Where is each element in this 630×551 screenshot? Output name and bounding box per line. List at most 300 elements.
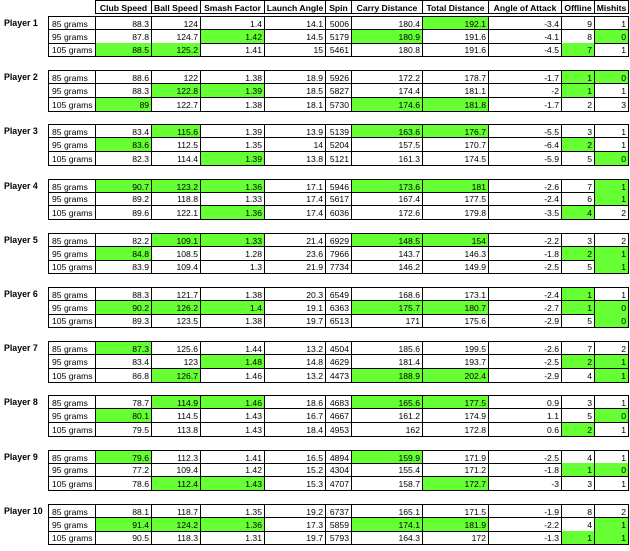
table-cell: 122.8 — [151, 84, 201, 98]
table-cell: 2 — [561, 247, 595, 261]
table-cell: 180.7 — [422, 301, 489, 315]
table-cell: 1 — [594, 450, 629, 464]
table-cell: 1 — [594, 260, 629, 274]
table-cell: 185.6 — [351, 341, 423, 355]
table-cell: 118.7 — [151, 504, 201, 518]
column-header-total-distance: Total Distance — [422, 0, 489, 14]
table-cell: 7 — [561, 341, 595, 355]
table-cell: -2.9 — [488, 314, 562, 328]
row-weight-label: 105 grams — [48, 43, 96, 57]
table-cell: 1.43 — [200, 477, 265, 491]
table-cell: 6929 — [325, 233, 352, 247]
table-cell: 0 — [594, 70, 629, 84]
table-cell: 18.4 — [264, 423, 326, 437]
table-cell: 1.38 — [200, 314, 265, 328]
table-cell: 123.5 — [151, 314, 201, 328]
table-cell: 191.6 — [422, 43, 489, 57]
table-row — [0, 16, 630, 30]
table-cell: -3 — [488, 477, 562, 491]
table-cell: 148.5 — [351, 233, 423, 247]
row-weight-label: 105 grams — [48, 477, 96, 491]
row-weight-label: 85 grams — [48, 287, 96, 301]
table-cell: 89.3 — [95, 314, 152, 328]
table-cell: 162 — [351, 423, 423, 437]
row-weight-label: 95 grams — [48, 192, 96, 206]
table-cell: -2.4 — [488, 287, 562, 301]
table-cell: 188.9 — [351, 369, 423, 383]
row-weight-label: 95 grams — [48, 355, 96, 369]
table-cell: 155.4 — [351, 463, 423, 477]
table-cell: 2 — [561, 355, 595, 369]
table-cell: -1.3 — [488, 531, 562, 545]
table-cell: 161.3 — [351, 152, 423, 166]
table-cell: 15 — [264, 43, 326, 57]
table-cell: 193.7 — [422, 355, 489, 369]
table-cell: -2.9 — [488, 369, 562, 383]
table-cell: 178.7 — [422, 70, 489, 84]
table-cell: 83.9 — [95, 260, 152, 274]
table-cell: 122 — [151, 70, 201, 84]
table-cell: 23.6 — [264, 247, 326, 261]
table-cell: 88.5 — [95, 43, 152, 57]
table-cell: 91.4 — [95, 518, 152, 532]
row-weight-label: 105 grams — [48, 206, 96, 220]
table-cell: 171 — [351, 314, 423, 328]
table-row — [0, 138, 630, 152]
table-row — [0, 233, 630, 247]
table-cell: 1 — [594, 84, 629, 98]
table-cell: 1 — [561, 531, 595, 545]
table-row — [0, 409, 630, 423]
table-cell: 5730 — [325, 98, 352, 112]
table-cell: 181 — [422, 179, 489, 193]
table-row — [0, 206, 630, 220]
table-cell: 1.42 — [200, 30, 265, 44]
table-cell: 4 — [561, 518, 595, 532]
player-name: Player 2 — [4, 72, 38, 83]
row-weight-label: 105 grams — [48, 369, 96, 383]
table-cell: 17.4 — [264, 206, 326, 220]
table-cell: 13.9 — [264, 124, 326, 138]
table-cell: 173.6 — [351, 179, 423, 193]
player-name: Player 4 — [4, 180, 38, 191]
table-cell: 5006 — [325, 16, 352, 30]
row-weight-label: 95 grams — [48, 518, 96, 532]
table-cell: 4894 — [325, 450, 352, 464]
row-weight-label: 95 grams — [48, 84, 96, 98]
table-row — [0, 531, 630, 545]
table-cell: 19.7 — [264, 314, 326, 328]
column-header-launch-angle: Launch Angle — [264, 0, 326, 14]
table-cell: 17.1 — [264, 179, 326, 193]
table-cell: 15.3 — [264, 477, 326, 491]
row-weight-label: 95 grams — [48, 301, 96, 315]
table-cell: 1 — [594, 423, 629, 437]
table-cell: 83.4 — [95, 124, 152, 138]
table-cell: 1.36 — [200, 179, 265, 193]
table-cell: 82.3 — [95, 152, 152, 166]
table-cell: 1 — [594, 477, 629, 491]
table-cell: 172.6 — [351, 206, 423, 220]
table-cell: 3 — [561, 395, 595, 409]
table-row — [0, 369, 630, 383]
table-cell: 0 — [594, 152, 629, 166]
player-name: Player 7 — [4, 343, 38, 354]
table-cell: 124.7 — [151, 30, 201, 44]
column-header-club-speed: Club Speed — [95, 0, 152, 14]
table-cell: 4953 — [325, 423, 352, 437]
table-cell: 125.2 — [151, 43, 201, 57]
table-cell: 1 — [594, 124, 629, 138]
table-cell: 165.1 — [351, 504, 423, 518]
table-cell: 21.4 — [264, 233, 326, 247]
table-cell: 19.7 — [264, 531, 326, 545]
table-cell: 202.4 — [422, 369, 489, 383]
row-weight-label: 105 grams — [48, 531, 96, 545]
table-row — [0, 355, 630, 369]
table-cell: 4667 — [325, 409, 352, 423]
table-cell: 6513 — [325, 314, 352, 328]
table-cell: 1 — [594, 179, 629, 193]
table-cell: 2 — [594, 206, 629, 220]
table-cell: 1.35 — [200, 138, 265, 152]
table-cell: 157.5 — [351, 138, 423, 152]
table-cell: 1 — [594, 355, 629, 369]
table-cell: 5461 — [325, 43, 352, 57]
table-cell: 199.5 — [422, 341, 489, 355]
table-cell: -1.7 — [488, 98, 562, 112]
table-cell: 172.2 — [351, 70, 423, 84]
table-cell: 181.9 — [422, 518, 489, 532]
table-cell: 0 — [594, 463, 629, 477]
table-cell: 2 — [594, 504, 629, 518]
table-cell: -4.1 — [488, 30, 562, 44]
table-cell: -5.5 — [488, 124, 562, 138]
table-cell: 4504 — [325, 341, 352, 355]
table-cell: 8 — [561, 30, 595, 44]
table-cell: 18.5 — [264, 84, 326, 98]
table-cell: 1 — [594, 518, 629, 532]
table-cell: -1.8 — [488, 247, 562, 261]
table-cell: 1.38 — [200, 70, 265, 84]
table-row — [0, 450, 630, 464]
player-name: Player 6 — [4, 289, 38, 299]
table-cell: 79.5 — [95, 423, 152, 437]
table-cell: 114.9 — [151, 395, 201, 409]
table-cell: 19.2 — [264, 504, 326, 518]
table-cell: 115.6 — [151, 124, 201, 138]
table-cell: 8 — [561, 504, 595, 518]
table-cell: 5 — [561, 409, 595, 423]
table-cell: 112.4 — [151, 477, 201, 491]
table-cell: 1.36 — [200, 518, 265, 532]
table-cell: -2.5 — [488, 355, 562, 369]
table-cell: 0.6 — [488, 423, 562, 437]
table-cell: 0 — [594, 314, 629, 328]
table-cell: 159.9 — [351, 450, 423, 464]
table-cell: 174.6 — [351, 98, 423, 112]
table-cell: 1 — [561, 287, 595, 301]
row-weight-label: 105 grams — [48, 152, 96, 166]
table-cell: 1.39 — [200, 124, 265, 138]
row-weight-label: 85 grams — [48, 504, 96, 518]
table-cell: 4 — [561, 206, 595, 220]
table-cell: 177.5 — [422, 395, 489, 409]
table-cell: 5617 — [325, 192, 352, 206]
table-cell: 89.6 — [95, 206, 152, 220]
table-cell: 87.3 — [95, 341, 152, 355]
table-cell: 3 — [561, 233, 595, 247]
table-cell: 3 — [594, 98, 629, 112]
table-cell: 16.5 — [264, 450, 326, 464]
table-cell: 192.1 — [422, 16, 489, 30]
table-cell: 172.7 — [422, 477, 489, 491]
table-cell: 175.7 — [351, 301, 423, 315]
table-cell: 14.5 — [264, 30, 326, 44]
table-cell: 2 — [594, 341, 629, 355]
table-cell: 4 — [561, 450, 595, 464]
table-cell: -2.4 — [488, 192, 562, 206]
table-cell: -2.6 — [488, 341, 562, 355]
table-cell: 181.1 — [422, 84, 489, 98]
table-cell: 5204 — [325, 138, 352, 152]
row-weight-label: 85 grams — [48, 16, 96, 30]
table-cell: 174.1 — [351, 518, 423, 532]
column-header-offline: Offline — [561, 0, 595, 14]
table-cell: 180.8 — [351, 43, 423, 57]
table-cell: 88.6 — [95, 70, 152, 84]
table-cell: 177.5 — [422, 192, 489, 206]
table-cell: 174.9 — [422, 409, 489, 423]
column-header-smash-factor: Smash Factor — [200, 0, 265, 14]
table-cell: 86.8 — [95, 369, 152, 383]
table-cell: 171.9 — [422, 450, 489, 464]
column-header-angle-of-attack: Angle of Attack — [488, 0, 562, 14]
table-cell: 87.8 — [95, 30, 152, 44]
table-row — [0, 43, 630, 57]
row-weight-label: 85 grams — [48, 341, 96, 355]
table-row — [0, 395, 630, 409]
table-cell: 1.43 — [200, 423, 265, 437]
table-cell: 17.4 — [264, 192, 326, 206]
table-cell: 112.3 — [151, 450, 201, 464]
table-cell: 1 — [594, 287, 629, 301]
table-cell: 1 — [594, 531, 629, 545]
table-row — [0, 30, 630, 44]
table-cell: 123.2 — [151, 179, 201, 193]
player-name: Player 1 — [4, 18, 38, 28]
row-weight-label: 85 grams — [48, 450, 96, 464]
table-cell: 3 — [561, 124, 595, 138]
table-cell: 1.46 — [200, 369, 265, 383]
table-row — [0, 504, 630, 518]
table-cell: 13.2 — [264, 369, 326, 383]
column-header-mishits: Mishits — [594, 0, 629, 14]
table-cell: 1 — [561, 301, 595, 315]
table-cell: 164.3 — [351, 531, 423, 545]
table-cell: 4 — [561, 369, 595, 383]
table-cell: 113.8 — [151, 423, 201, 437]
table-cell: 165.6 — [351, 395, 423, 409]
table-cell: 176.7 — [422, 124, 489, 138]
table-cell: 18.9 — [264, 70, 326, 84]
table-cell: 9 — [561, 16, 595, 30]
table-row — [0, 179, 630, 193]
table-cell: 14.1 — [264, 16, 326, 30]
table-cell: -1.8 — [488, 463, 562, 477]
row-weight-label: 95 grams — [48, 409, 96, 423]
row-weight-label: 85 grams — [48, 395, 96, 409]
table-cell: 2 — [561, 98, 595, 112]
table-cell: 7734 — [325, 260, 352, 274]
column-header-row — [0, 0, 630, 14]
table-cell: 1 — [594, 247, 629, 261]
table-cell: 2 — [594, 233, 629, 247]
table-cell: 123 — [151, 355, 201, 369]
table-cell: 158.7 — [351, 477, 423, 491]
table-cell: 1.33 — [200, 233, 265, 247]
table-cell: 5121 — [325, 152, 352, 166]
player-name: Player 8 — [4, 397, 38, 408]
table-cell: -5.9 — [488, 152, 562, 166]
table-cell: 179.8 — [422, 206, 489, 220]
table-cell: 126.7 — [151, 369, 201, 383]
table-cell: 114.4 — [151, 152, 201, 166]
table-cell: -2.5 — [488, 260, 562, 274]
table-cell: 1.3 — [200, 260, 265, 274]
table-cell: 1.1 — [488, 409, 562, 423]
table-cell: -2.7 — [488, 301, 562, 315]
table-cell: 121.7 — [151, 287, 201, 301]
table-cell: 109.1 — [151, 233, 201, 247]
table-cell: 122.7 — [151, 98, 201, 112]
table-cell: 1.48 — [200, 355, 265, 369]
table-cell: 167.4 — [351, 192, 423, 206]
table-row — [0, 463, 630, 477]
table-cell: 108.5 — [151, 247, 201, 261]
table-cell: 114.5 — [151, 409, 201, 423]
row-weight-label: 85 grams — [48, 179, 96, 193]
table-cell: 19.1 — [264, 301, 326, 315]
table-cell: 1.4 — [200, 301, 265, 315]
table-cell: 6549 — [325, 287, 352, 301]
table-cell: 7 — [561, 179, 595, 193]
table-cell: 1.38 — [200, 287, 265, 301]
table-cell: -6.4 — [488, 138, 562, 152]
table-cell: 6737 — [325, 504, 352, 518]
table-cell: 149.9 — [422, 260, 489, 274]
table-row — [0, 124, 630, 138]
row-weight-label: 105 grams — [48, 260, 96, 274]
table-row — [0, 477, 630, 491]
table-cell: 78.6 — [95, 477, 152, 491]
table-cell: 78.7 — [95, 395, 152, 409]
table-cell: 180.4 — [351, 16, 423, 30]
table-cell: 1.31 — [200, 531, 265, 545]
table-cell: 6036 — [325, 206, 352, 220]
row-weight-label: 85 grams — [48, 70, 96, 84]
table-cell: 88.3 — [95, 16, 152, 30]
table-cell: 109.4 — [151, 260, 201, 274]
table-cell: 2 — [561, 423, 595, 437]
table-cell: 124.2 — [151, 518, 201, 532]
table-cell: 3 — [561, 477, 595, 491]
table-cell: 90.7 — [95, 179, 152, 193]
table-cell: 1.38 — [200, 98, 265, 112]
table-cell: 88.1 — [95, 504, 152, 518]
table-cell: 1.33 — [200, 192, 265, 206]
table-cell: 77.2 — [95, 463, 152, 477]
table-cell: 126.2 — [151, 301, 201, 315]
table-cell: 6 — [561, 192, 595, 206]
column-header-spin: Spin — [325, 0, 352, 14]
table-cell: 1 — [561, 463, 595, 477]
table-cell: 0 — [594, 409, 629, 423]
table-cell: 1.39 — [200, 152, 265, 166]
table-cell: -4.5 — [488, 43, 562, 57]
table-cell: 80.1 — [95, 409, 152, 423]
table-cell: 1.41 — [200, 450, 265, 464]
table-cell: 175.6 — [422, 314, 489, 328]
table-cell: 20.3 — [264, 287, 326, 301]
table-cell: 7 — [561, 43, 595, 57]
table-cell: 84.8 — [95, 247, 152, 261]
table-cell: 143.7 — [351, 247, 423, 261]
row-weight-label: 85 grams — [48, 233, 96, 247]
table-cell: 79.6 — [95, 450, 152, 464]
table-cell: 90.2 — [95, 301, 152, 315]
table-cell: 172.8 — [422, 423, 489, 437]
table-cell: -3.5 — [488, 206, 562, 220]
table-cell: 18.1 — [264, 98, 326, 112]
table-row — [0, 152, 630, 166]
table-cell: 1.42 — [200, 463, 265, 477]
table-cell: -2.2 — [488, 518, 562, 532]
table-cell: -2.5 — [488, 450, 562, 464]
table-cell: 154 — [422, 233, 489, 247]
table-cell: 14.8 — [264, 355, 326, 369]
table-cell: 146.2 — [351, 260, 423, 274]
table-cell: 1 — [561, 70, 595, 84]
table-cell: 13.8 — [264, 152, 326, 166]
table-cell: 90.5 — [95, 531, 152, 545]
table-cell: 1.43 — [200, 409, 265, 423]
table-cell: 21.9 — [264, 260, 326, 274]
table-cell: 1.35 — [200, 504, 265, 518]
table-cell: 124 — [151, 16, 201, 30]
table-cell: 180.9 — [351, 30, 423, 44]
table-cell: 5 — [561, 260, 595, 274]
table-cell: 5 — [561, 314, 595, 328]
table-cell: 5859 — [325, 518, 352, 532]
table-cell: 1 — [594, 138, 629, 152]
table-cell: 5139 — [325, 124, 352, 138]
table-row — [0, 287, 630, 301]
table-cell: 1.39 — [200, 84, 265, 98]
table-cell: 4473 — [325, 369, 352, 383]
table-cell: 161.2 — [351, 409, 423, 423]
player-name: Player 5 — [4, 234, 38, 245]
table-cell: 1.41 — [200, 43, 265, 57]
table-cell: 168.6 — [351, 287, 423, 301]
table-cell: 0 — [594, 301, 629, 315]
table-cell: 5793 — [325, 531, 352, 545]
column-header-ball-speed: Ball Speed — [151, 0, 201, 14]
table-cell: 0.9 — [488, 395, 562, 409]
table-cell: 14 — [264, 138, 326, 152]
table-cell: 125.6 — [151, 341, 201, 355]
table-cell: 6363 — [325, 301, 352, 315]
